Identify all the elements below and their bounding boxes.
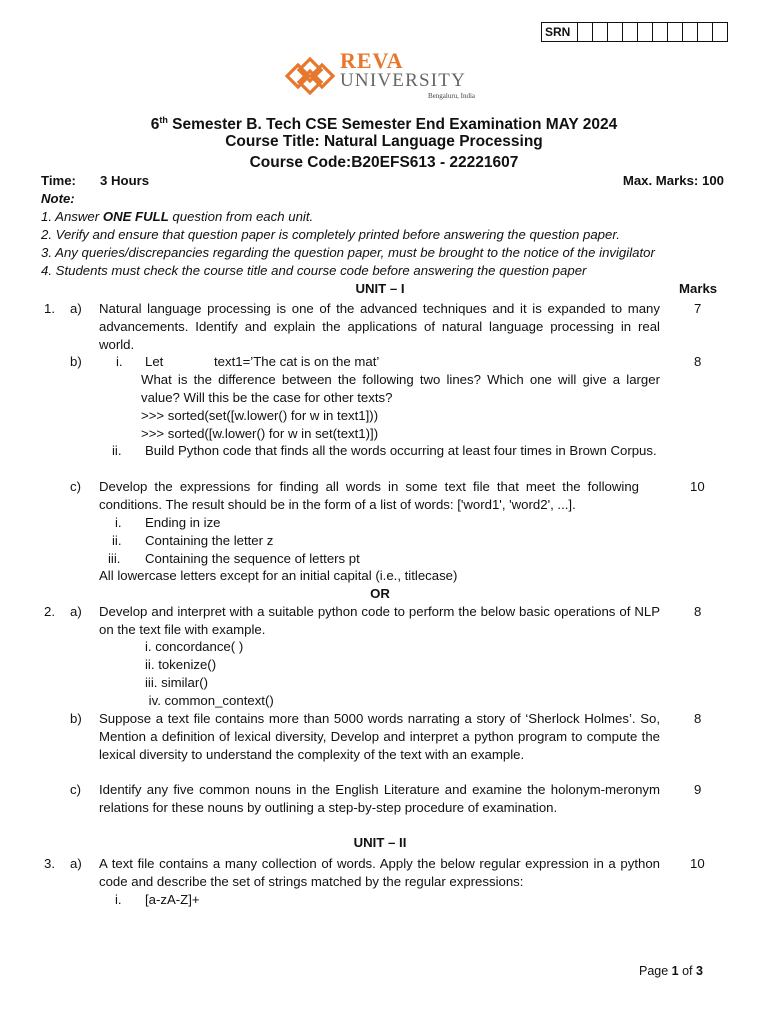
title-sup: th bbox=[159, 115, 168, 125]
marks-value: 8 bbox=[694, 354, 702, 369]
marks-value: 8 bbox=[694, 711, 702, 726]
marks-value: 10 bbox=[690, 856, 705, 871]
sub-question-label: b) bbox=[70, 354, 82, 369]
course-title: Course Title: Natural Language Processing bbox=[225, 133, 543, 150]
text1-assignment: text1=’The cat is on the mat’ bbox=[214, 354, 380, 369]
question-text: Natural language processing is one of the advanced techniques and it is expanded to many advancements. Identify and explain the applications of natural language processing in real world. bbox=[99, 301, 660, 352]
srn-cell bbox=[653, 23, 668, 41]
question-text: Build Python code that finds all the words occurring at least four times in Brown Corpus. bbox=[145, 443, 657, 458]
list-item: ii. tokenize() bbox=[145, 657, 217, 672]
srn-cell bbox=[668, 23, 683, 41]
question-text: A text file contains a many collection of words. Apply the below regular expression in a python code and describe the set of strings matched by the regular expressions: bbox=[99, 856, 660, 889]
item-number: ii. bbox=[112, 443, 122, 458]
note-3: 3. Any queries/discrepancies regarding the question paper, must be brought to the notice of the invigilator bbox=[41, 245, 655, 260]
question-number: 3. bbox=[44, 856, 55, 871]
logo-knot-icon bbox=[284, 56, 336, 96]
page-label: Page bbox=[639, 964, 672, 978]
logo-reva-text: REVA bbox=[340, 48, 404, 73]
logo-university-text: UNIVERSITY bbox=[340, 70, 466, 91]
time-label: Time: bbox=[41, 173, 76, 188]
unit-2-heading: UNIT – II bbox=[353, 835, 407, 850]
item-number: i. bbox=[115, 892, 122, 907]
let-text: Let bbox=[145, 354, 164, 369]
title-number: 6 bbox=[150, 116, 160, 134]
time-value: 3 Hours bbox=[100, 173, 150, 188]
marks-value: 7 bbox=[694, 301, 702, 316]
code-line: >>> sorted([w.lower() for w in set(text1)]) bbox=[141, 426, 379, 441]
note-heading: Note: bbox=[41, 191, 75, 206]
note-1-bold: ONE FULL bbox=[102, 209, 169, 224]
question-text: Suppose a text file contains more than 5000 words narrating a story of ‘Sherlock Holmes’. So, Mention a definition of lexical diversity, Develop and interpret a python program to compute the lexical diversity to understand the complexity of the text with an example. bbox=[99, 711, 660, 762]
list-item: iv. common_context() bbox=[145, 693, 274, 708]
title-rest: Semester B. Tech CSE Semester End Examination MAY 2024 bbox=[167, 116, 618, 134]
srn-cell bbox=[593, 23, 608, 41]
note-1-pre: 1. Answer bbox=[41, 209, 103, 224]
list-item: Containing the letter z bbox=[145, 533, 274, 548]
page-total: 3 bbox=[696, 964, 703, 978]
regex-text: [a-zA-Z]+ bbox=[145, 892, 200, 907]
reva-logo bbox=[282, 50, 492, 102]
item-number: ii. bbox=[112, 533, 122, 548]
course-code: Course Code:B20EFS613 - 22221607 bbox=[249, 154, 519, 171]
srn-cell bbox=[713, 23, 727, 41]
marks-value: 10 bbox=[690, 479, 705, 494]
sub-question-label: a) bbox=[70, 301, 82, 316]
sub-question-label: c) bbox=[70, 782, 81, 797]
page-footer bbox=[639, 962, 703, 980]
question-text: What is the difference between the following two lines? Which one will give a larger value? Will this be the case for other texts? bbox=[141, 372, 660, 405]
sub-question-label: c) bbox=[70, 479, 81, 494]
logo-location-text: Bengaluru, India bbox=[428, 92, 476, 100]
item-number: i. bbox=[116, 354, 123, 369]
marks-heading: Marks bbox=[679, 281, 718, 296]
page-of: of bbox=[678, 964, 696, 978]
unit-1-heading: UNIT – I bbox=[355, 281, 405, 296]
srn-cell bbox=[638, 23, 653, 41]
srn-cell bbox=[608, 23, 623, 41]
note-1-post: question from each unit. bbox=[168, 209, 314, 224]
sub-question-label: a) bbox=[70, 856, 82, 871]
question-number: 1. bbox=[44, 301, 55, 316]
list-item: Containing the sequence of letters pt bbox=[145, 551, 360, 566]
srn-cell bbox=[683, 23, 698, 41]
question-number: 2. bbox=[44, 604, 55, 619]
item-number: iii. bbox=[108, 551, 121, 566]
marks-value: 9 bbox=[694, 782, 702, 797]
srn-cell bbox=[623, 23, 638, 41]
question-text: Identify any five common nouns in the English Literature and examine the holonym-meronym relations for these nouns by outlining a step-by-step procedure of examination. bbox=[99, 782, 660, 815]
or-divider: OR bbox=[370, 586, 390, 601]
list-item: iii. similar() bbox=[145, 675, 208, 690]
srn-cell bbox=[578, 23, 593, 41]
list-item: i. concordance( ) bbox=[145, 639, 244, 654]
note-1 bbox=[41, 208, 313, 226]
marks-value: 8 bbox=[694, 604, 702, 619]
page-number: 1 bbox=[671, 964, 679, 978]
srn-box bbox=[541, 22, 728, 42]
srn-label: SRN bbox=[542, 23, 578, 41]
list-item: Ending in ize bbox=[145, 515, 221, 530]
sub-question-label: a) bbox=[70, 604, 82, 619]
note-4: 4. Students must check the course title and course code before answering the question paper bbox=[41, 263, 587, 278]
max-marks: Max. Marks: 100 bbox=[622, 173, 724, 188]
question-text: Develop and interpret with a suitable python code to perform the below basic operations of NLP on the text file with example. bbox=[99, 604, 660, 637]
question-text: Develop the expressions for finding all words in some text file that meet the following conditions. The result should be in the form of a list of words: ['word1', 'word2', ...]. bbox=[99, 479, 639, 512]
code-line: >>> sorted(set([w.lower() for w in text1])) bbox=[141, 408, 379, 423]
item-number: i. bbox=[115, 515, 122, 530]
srn-cell bbox=[698, 23, 713, 41]
note-2: 2. Verify and ensure that question paper is completely printed before answering the question paper. bbox=[41, 227, 620, 242]
sub-question-label: b) bbox=[70, 711, 82, 726]
question-text: All lowercase letters except for an initial capital (i.e., titlecase) bbox=[99, 568, 458, 583]
